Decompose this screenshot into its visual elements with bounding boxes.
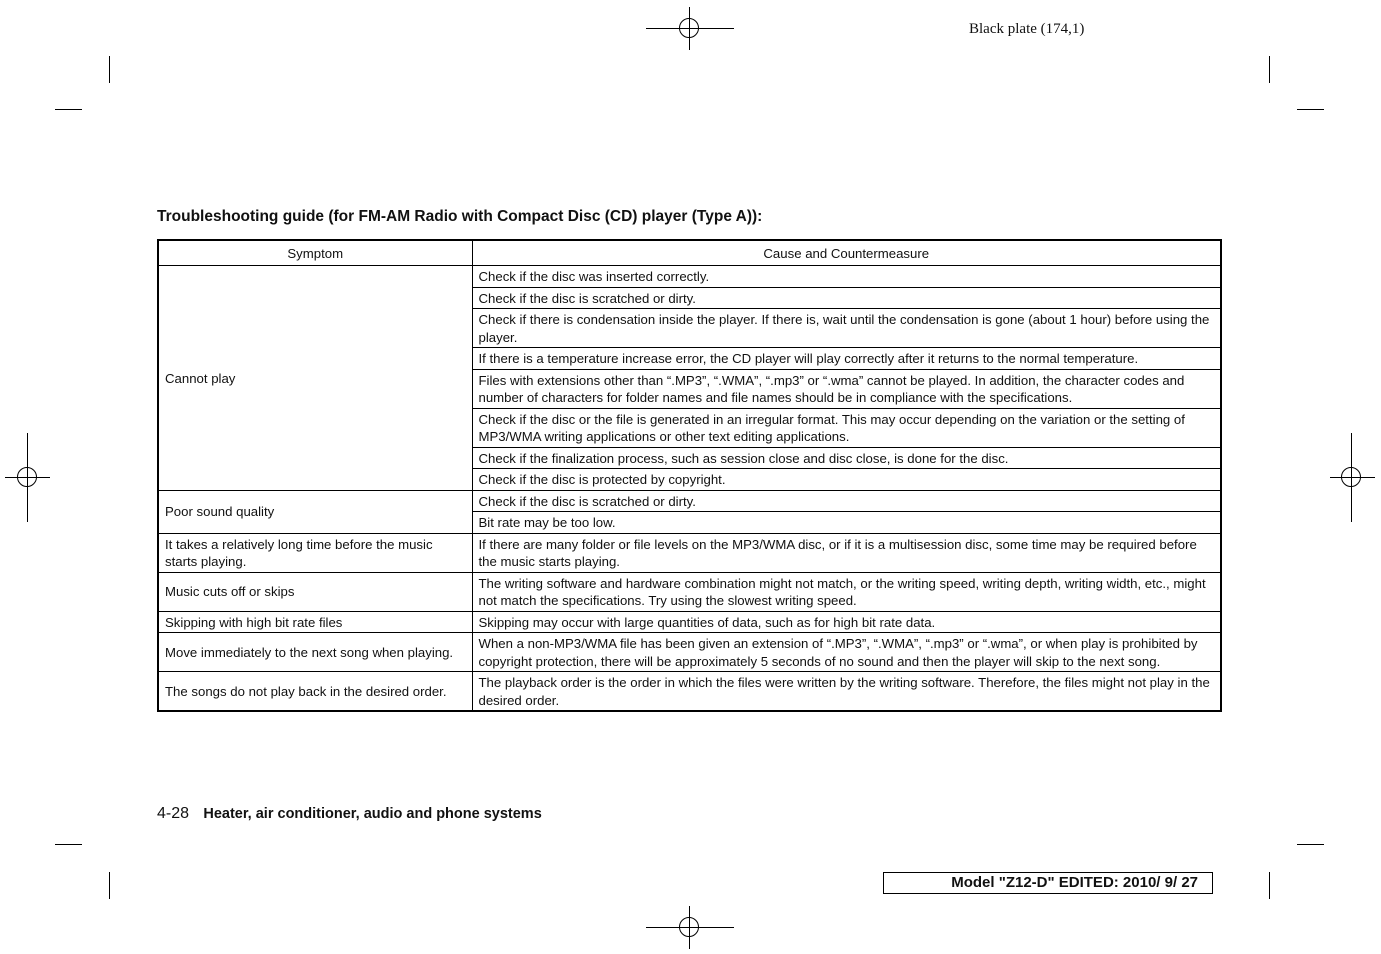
cause-cell: If there are many folder or file levels on the MP3/WMA disc, or if it is a multisession disc, some time may be required before the music starts playing. xyxy=(472,533,1221,572)
table-row xyxy=(158,266,1221,288)
cause-cell: Bit rate may be too low. xyxy=(472,512,1221,534)
symptom-cell: Cannot play xyxy=(158,266,472,491)
cause-cell: Files with extensions other than “.MP3”, “.WMA”, “.mp3” or “.wma” cannot be played. In addition, the character codes and number of characters for folder names and file names should be in compliance with the specifications. xyxy=(472,369,1221,408)
cause-cell: The writing software and hardware combination might not match, or the writing speed, writing depth, writing width, etc., might not match the specifications. Try using the slowest writing speed. xyxy=(472,572,1221,611)
page-footer xyxy=(157,805,542,823)
symptom-cell: Skipping with high bit rate files xyxy=(158,611,472,633)
troubleshooting-table xyxy=(157,239,1222,712)
symptom-cell: The songs do not play back in the desired order. xyxy=(158,672,472,712)
table-row xyxy=(158,633,1221,672)
table-row xyxy=(158,672,1221,712)
symptom-cell: Music cuts off or skips xyxy=(158,572,472,611)
table-row xyxy=(158,490,1221,512)
cause-cell: Skipping may occur with large quantities of data, such as for high bit rate data. xyxy=(472,611,1221,633)
table-row xyxy=(158,611,1221,633)
cause-cell: The playback order is the order in which the files were written by the writing software. Therefore, the files might not play in the desired order. xyxy=(472,672,1221,712)
table-body xyxy=(158,266,1221,712)
cause-cell: Check if the disc is scratched or dirty. xyxy=(472,287,1221,309)
column-header-symptom: Symptom xyxy=(158,240,472,266)
page-number: 4-28 xyxy=(157,805,190,822)
cause-cell: Check if the disc was inserted correctly. xyxy=(472,266,1221,288)
cause-cell: Check if the disc is scratched or dirty. xyxy=(472,490,1221,512)
cause-cell: Check if the disc is protected by copyright. xyxy=(472,469,1221,491)
symptom-cell: It takes a relatively long time before the music starts playing. xyxy=(158,533,472,572)
page-heading: Troubleshooting guide (for FM-AM Radio with Compact Disc (CD) player (Type A)): xyxy=(157,208,763,225)
table-header-row xyxy=(158,240,1221,266)
plate-label: Black plate (174,1) xyxy=(969,21,1085,37)
cause-cell: When a non-MP3/WMA file has been given an extension of “.MP3”, “.WMA”, “.mp3” or “.wma”, or when play is prohibited by copyright protection, there will be approximately 5 seconds of no sound and then the player will skip to the next song. xyxy=(472,633,1221,672)
cause-cell: If there is a temperature increase error, the CD player will play correctly after it returns to the normal temperature. xyxy=(472,348,1221,370)
model-edited-box: Model "Z12-D" EDITED: 2010/ 9/ 27 xyxy=(883,872,1213,894)
section-title: Heater, air conditioner, audio and phone systems xyxy=(203,806,542,822)
column-header-cause: Cause and Countermeasure xyxy=(472,240,1221,266)
table-row xyxy=(158,572,1221,611)
cause-cell: Check if the disc or the file is generated in an irregular format. This may occur depending on the variation or the setting of MP3/WMA writing applications or other text editing applications. xyxy=(472,408,1221,447)
symptom-cell: Move immediately to the next song when playing. xyxy=(158,633,472,672)
symptom-cell: Poor sound quality xyxy=(158,490,472,533)
cause-cell: Check if there is condensation inside the player. If there is, wait until the condensation is gone (about 1 hour) before using the player. xyxy=(472,309,1221,348)
table-row xyxy=(158,533,1221,572)
cause-cell: Check if the finalization process, such as session close and disc close, is done for the disc. xyxy=(472,447,1221,469)
